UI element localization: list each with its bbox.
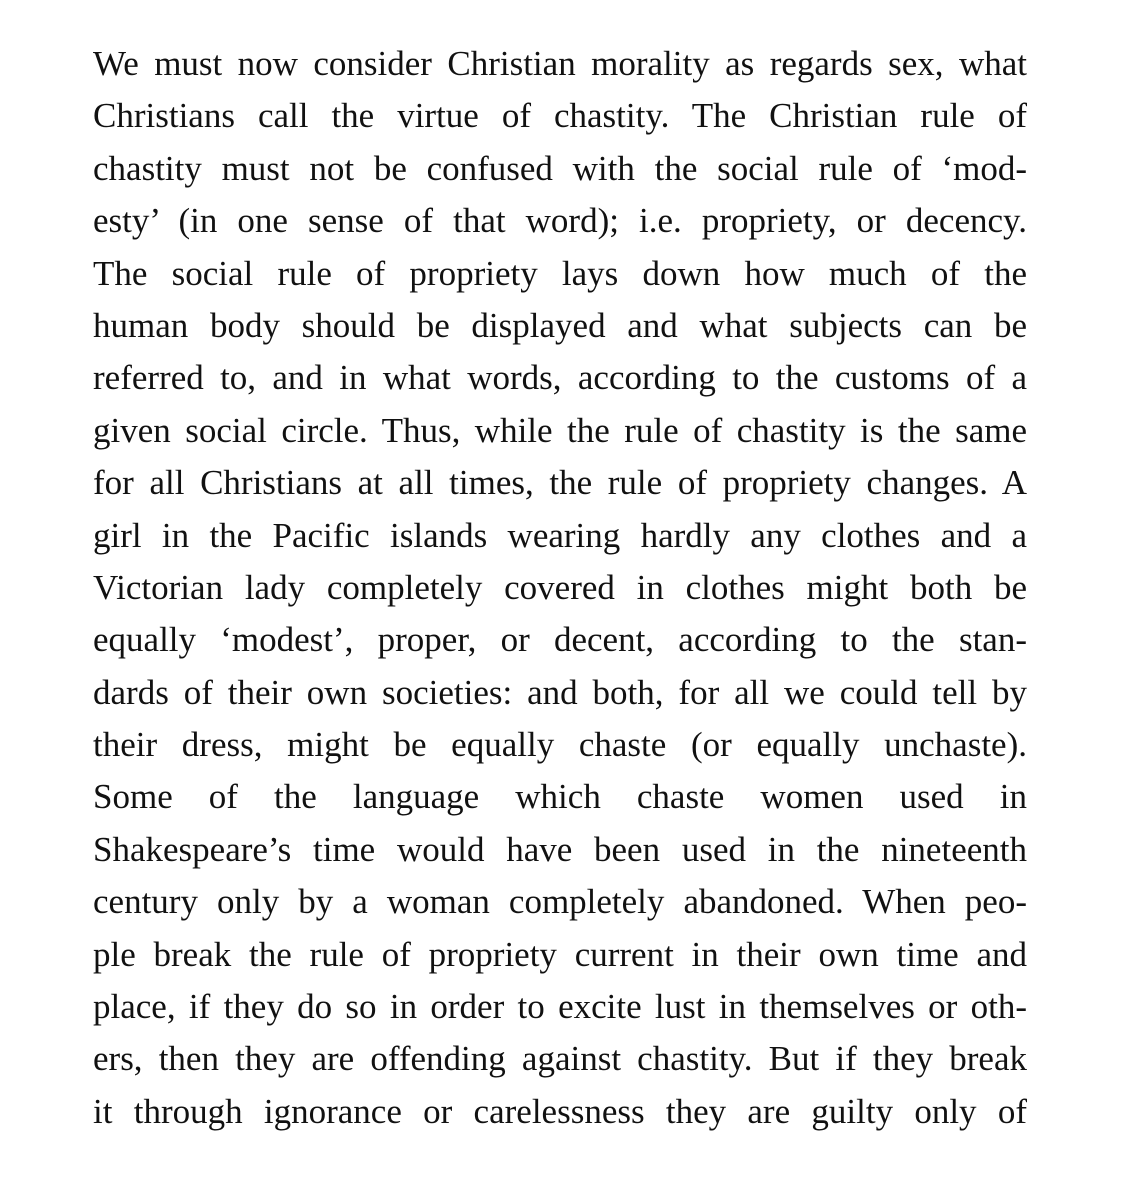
body-paragraph bbox=[93, 38, 1027, 1138]
text-line: human body should be displayed and what subjects can be bbox=[93, 305, 1027, 345]
text-line: referred to, and in what words, according to the customs of a bbox=[93, 358, 1027, 398]
text-line: Victorian lady completely covered in clothes might both be bbox=[93, 567, 1027, 607]
text-page bbox=[93, 38, 1027, 1138]
text-line: The social rule of propriety lays down how much of the bbox=[93, 253, 1027, 293]
text-line: place, if they do so in order to excite lust in themselves or oth- bbox=[93, 987, 1027, 1027]
text-line: ple break the rule of propriety current in their own time and bbox=[93, 934, 1027, 974]
text-line: Some of the language which chaste women used in bbox=[93, 777, 1027, 817]
text-line: Christians call the virtue of chastity. The Christian rule of bbox=[93, 96, 1027, 136]
text-line: it through ignorance or carelessness they are guilty only of bbox=[93, 1091, 1027, 1131]
text-line: ers, then they are offending against chastity. But if they break bbox=[93, 1039, 1027, 1079]
text-line: given social circle. Thus, while the rule of chastity is the same bbox=[93, 410, 1027, 450]
text-line: Shakespeare’s time would have been used in the nineteenth bbox=[93, 829, 1027, 869]
text-line: their dress, might be equally chaste (or equally unchaste). bbox=[93, 725, 1027, 765]
text-line: for all Christians at all times, the rule of propriety changes. A bbox=[93, 463, 1027, 503]
text-line: girl in the Pacific islands wearing hardly any clothes and a bbox=[93, 515, 1027, 555]
text-line: chastity must not be confused with the social rule of ‘mod- bbox=[93, 148, 1027, 188]
text-line: We must now consider Christian morality as regards sex, what bbox=[93, 44, 1027, 83]
text-line: century only by a woman completely abandoned. When peo- bbox=[93, 882, 1027, 922]
text-line: dards of their own societies: and both, for all we could tell by bbox=[93, 672, 1027, 712]
text-line: equally ‘modest’, proper, or decent, according to the stan- bbox=[93, 620, 1027, 660]
text-line: esty’ (in one sense of that word); i.e. propriety, or decency. bbox=[93, 201, 1027, 241]
